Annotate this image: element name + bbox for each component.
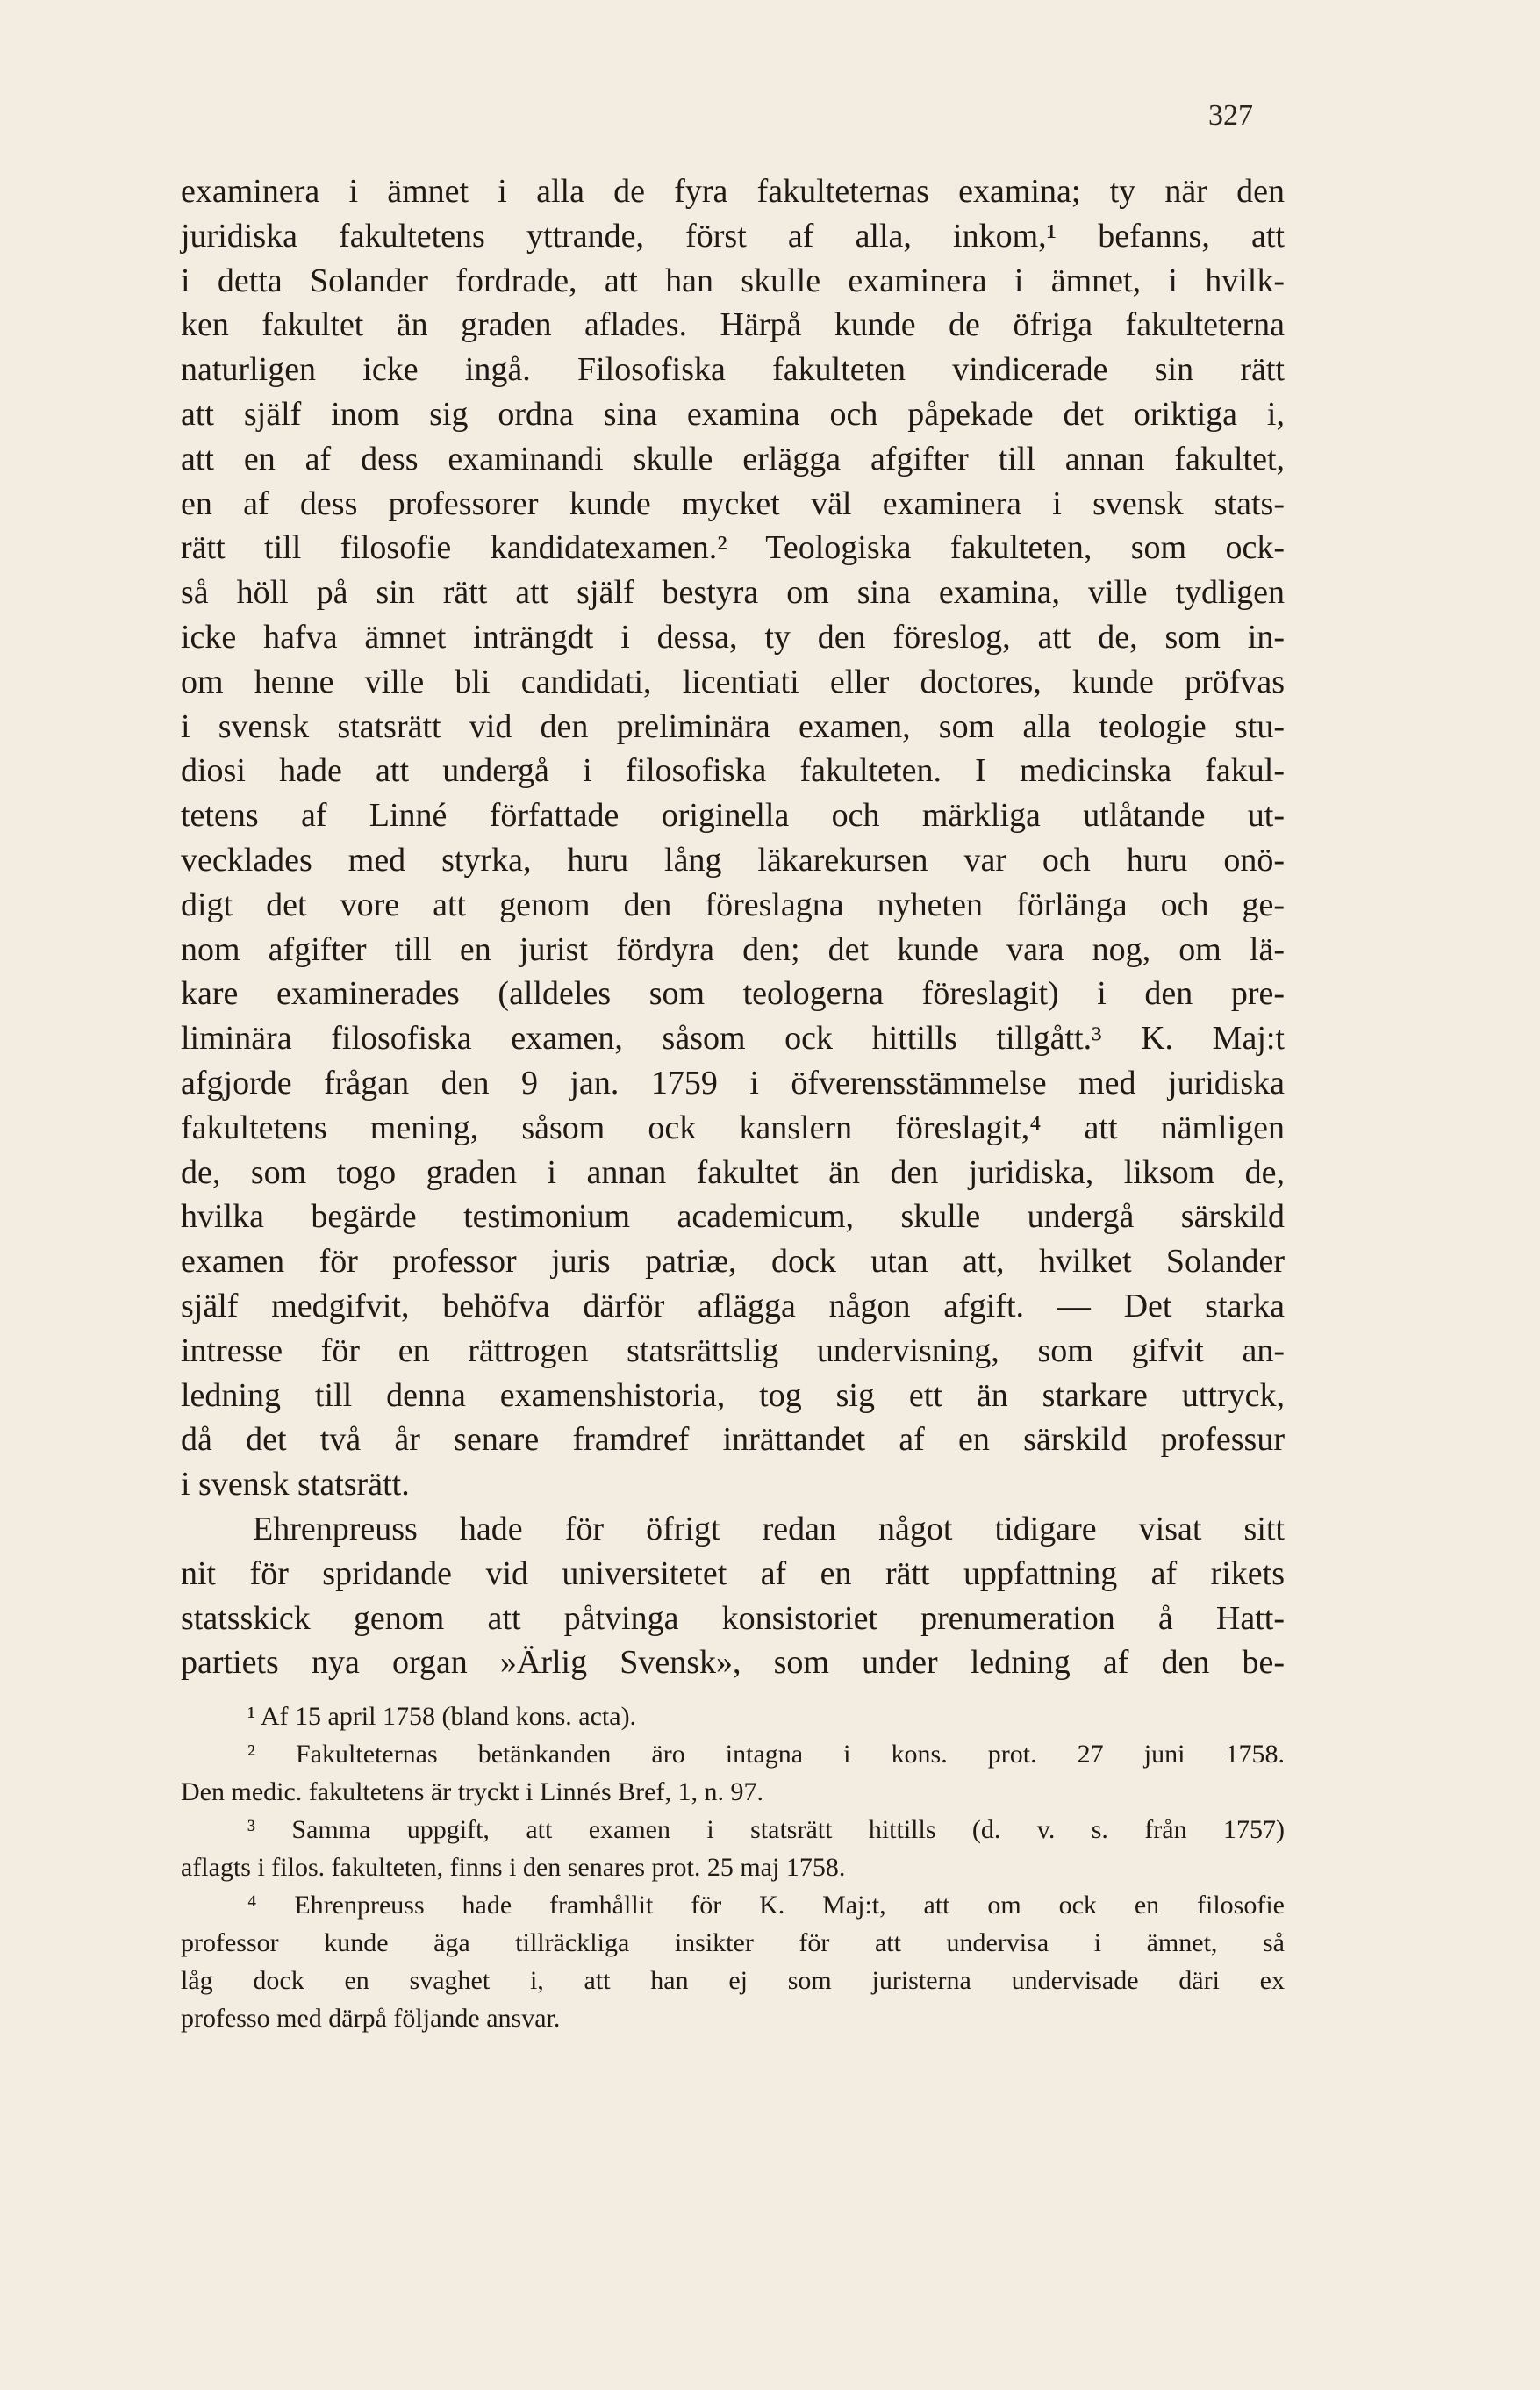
body-text [181, 169, 1285, 1685]
text-line: ledning till denna examenshistoria, tog sig ett än starkare uttryck, [181, 1376, 1285, 1414]
text-line: nit för spridande vid universitetet af en rätt uppfattning af rikets [181, 1554, 1285, 1592]
text-line: statsskick genom att påtvinga konsistoriet prenumeration å Hatt- [181, 1599, 1285, 1637]
text-line: rätt till filosofie kandidatexamen.² Teologiska fakulteten, som ock- [181, 529, 1285, 567]
page-number: 327 [1208, 99, 1253, 132]
footnote-4: ⁴ Ehrenpreuss hade framhållit för K. Maj:t, att om ock en filosofie [247, 1891, 1285, 1920]
footnote-4-continued: låg dock en svaghet i, att han ej som juristerna undervisade däri ex [181, 1966, 1285, 1995]
text-line: digt det vore att genom den föreslagna nyheten förlänga och ge- [181, 886, 1285, 923]
footnote-1: ¹ Af 15 april 1758 (bland kons. acta). [247, 1702, 637, 1731]
text-line: intresse för en rättrogen statsrättslig undervisning, som gifvit an- [181, 1331, 1285, 1369]
footnote-2: ² Fakulteternas betänkanden äro intagna i kons. prot. 27 juni 1758. [247, 1740, 1285, 1769]
text-line: så höll på sin rätt att själf bestyra om sina examina, ville tydligen [181, 574, 1285, 612]
text-line: själf medgifvit, behöfva därför aflägga någon afgift. — Det starka [181, 1287, 1285, 1324]
text-line: icke hafva ämnet inträngdt i dessa, ty den föreslog, att de, som in- [181, 618, 1285, 656]
text-line: fakultetens mening, såsom ock kanslern föreslagit,⁴ att nämligen [181, 1109, 1285, 1146]
text-line: examen för professor juris patriæ, dock utan att, hvilket Solander [181, 1243, 1285, 1281]
text-line: afgjorde frågan den 9 jan. 1759 i öfverensstämmelse med juridiska [181, 1064, 1285, 1102]
text-line: i svensk statsrätt vid den preliminära examen, som alla teologie stu- [181, 707, 1285, 745]
text-line: hvilka begärde testimonium academicum, skulle undergå särskild [181, 1198, 1285, 1236]
text-line: nom afgifter till en jurist fördyra den; det kunde vara nog, om lä- [181, 930, 1285, 968]
text-line: tetens af Linné författade originella och märkliga utlåtande ut- [181, 797, 1285, 835]
text-line: juridiska fakultetens yttrande, först af alla, inkom,¹ befanns, att [181, 217, 1285, 255]
footnote-4-continued: professo med därpå följande ansvar. [181, 2004, 561, 2033]
text-line: i detta Solander fordrade, att han skulle examinera i ämnet, i hvilk- [181, 262, 1285, 299]
text-line: då det två år senare framdref inrättandet af en särskild professur [181, 1421, 1285, 1459]
text-line: de, som togo graden i annan fakultet än den juridiska, liksom de, [181, 1153, 1285, 1191]
text-line: att en af dess examinandi skulle erlägga afgifter till annan fakultet, [181, 440, 1285, 477]
text-line: kare examinerades (alldeles som teologerna föreslagit) i den pre- [181, 975, 1285, 1013]
footnote-4-continued: professor kunde äga tillräckliga insikter för att undervisa i ämnet, så [181, 1928, 1285, 1957]
text-line: diosi hade att undergå i filosofiska fakulteten. I medicinska fakul- [181, 752, 1285, 790]
paragraph-end-line: i svensk statsrätt. [181, 1466, 410, 1504]
text-line: en af dess professorer kunde mycket väl examinera i svensk stats- [181, 484, 1285, 522]
text-line: om henne ville bli candidati, licentiati eller doctores, kunde pröfvas [181, 663, 1285, 700]
text-line: naturligen icke ingå. Filosofiska fakulteten vindicerade sin rätt [181, 351, 1285, 389]
footnotes [181, 1697, 1285, 2037]
paragraph-start-line: Ehrenpreuss hade för öfrigt redan något tidigare visat sitt [253, 1510, 1285, 1547]
text-line: vecklades med styrka, huru lång läkarekursen var och huru onö- [181, 841, 1285, 879]
text-line: att själf inom sig ordna sina examina och påpekade det oriktiga i, [181, 395, 1285, 433]
footnote-3-continued: aflagts i filos. fakulteten, finns i den senares prot. 25 maj 1758. [181, 1853, 846, 1882]
text-line: examinera i ämnet i alla de fyra fakulteternas examina; ty när den [181, 173, 1285, 210]
footnote-2-continued: Den medic. fakultetens är tryckt i Linnés Bref, 1, n. 97. [181, 1777, 763, 1806]
text-line: ken fakultet än graden aflades. Härpå kunde de öfriga fakulteterna [181, 306, 1285, 344]
text-line: partiets nya organ »Ärlig Svensk», som under ledning af den be- [181, 1644, 1285, 1682]
footnote-3: ³ Samma uppgift, att examen i statsrätt hittills (d. v. s. från 1757) [247, 1815, 1285, 1844]
text-line: liminära filosofiska examen, såsom ock hittills tillgått.³ K. Maj:t [181, 1020, 1285, 1058]
